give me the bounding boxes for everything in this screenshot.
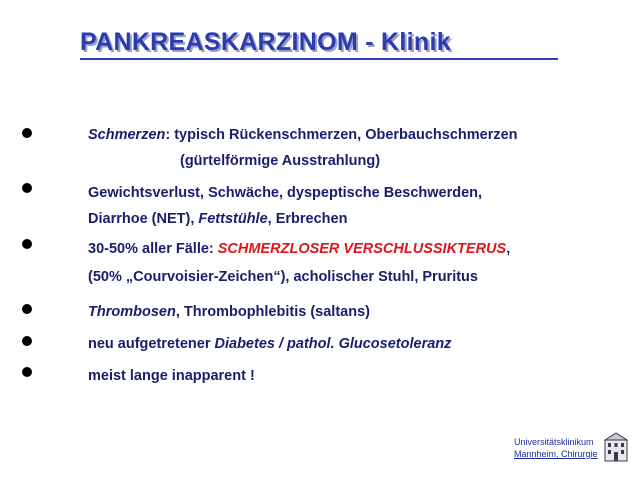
highlight-text: SCHMERZLOSER VERSCHLUSSIKTERUS [217,241,507,257]
bullet-text: : typisch Rückenschmerzen, Oberbauchschmerzen [165,127,518,143]
bullet-continuation: (gürtelförmige Ausstrahlung) [180,153,381,169]
building-logo-icon [604,432,628,462]
bullet-line [88,335,451,353]
bullet-line [88,126,518,144]
bullet-line: meist lange inapparent ! [88,368,255,384]
emphasis-text: Fettstühle [198,211,268,227]
bullet-text: , [506,241,511,257]
bullet-text: Diarrhoe (NET), [88,211,199,227]
bullet-text: , Erbrechen [267,211,348,227]
footer-text [514,436,598,460]
slide-title: PANKREASKARZINOM - Klinik [80,27,558,60]
bullet-dot [22,183,32,193]
bullet-text: neu aufgetretener [88,336,215,352]
bullet-text: , Thrombophlebitis (saltans) [175,304,370,320]
bullet-continuation [88,210,347,228]
bullet-dot [22,128,32,138]
footer-line-1: Universitätsklinikum [514,437,594,447]
bullet-continuation: (50% „Courvoisier-Zeichen“), acholischer Stuhl, Pruritus [88,269,478,285]
footer-line-2: Mannheim, Chirurgie [514,449,598,459]
bullet-dot [22,367,32,377]
emphasis-text: Schmerzen [88,127,166,143]
bullet-line: Gewichtsverlust, Schwäche, dyspeptische Beschwerden, [88,185,483,201]
bullet-text: 30-50% aller Fälle: [88,241,218,257]
bullet-line [88,240,510,258]
emphasis-text: Thrombosen [88,304,176,320]
bullet-dot [22,239,32,249]
bullet-line [88,303,370,321]
emphasis-text: Diabetes / pathol. Glucosetoleranz [214,336,452,352]
bullet-dot [22,336,32,346]
bullet-dot [22,304,32,314]
